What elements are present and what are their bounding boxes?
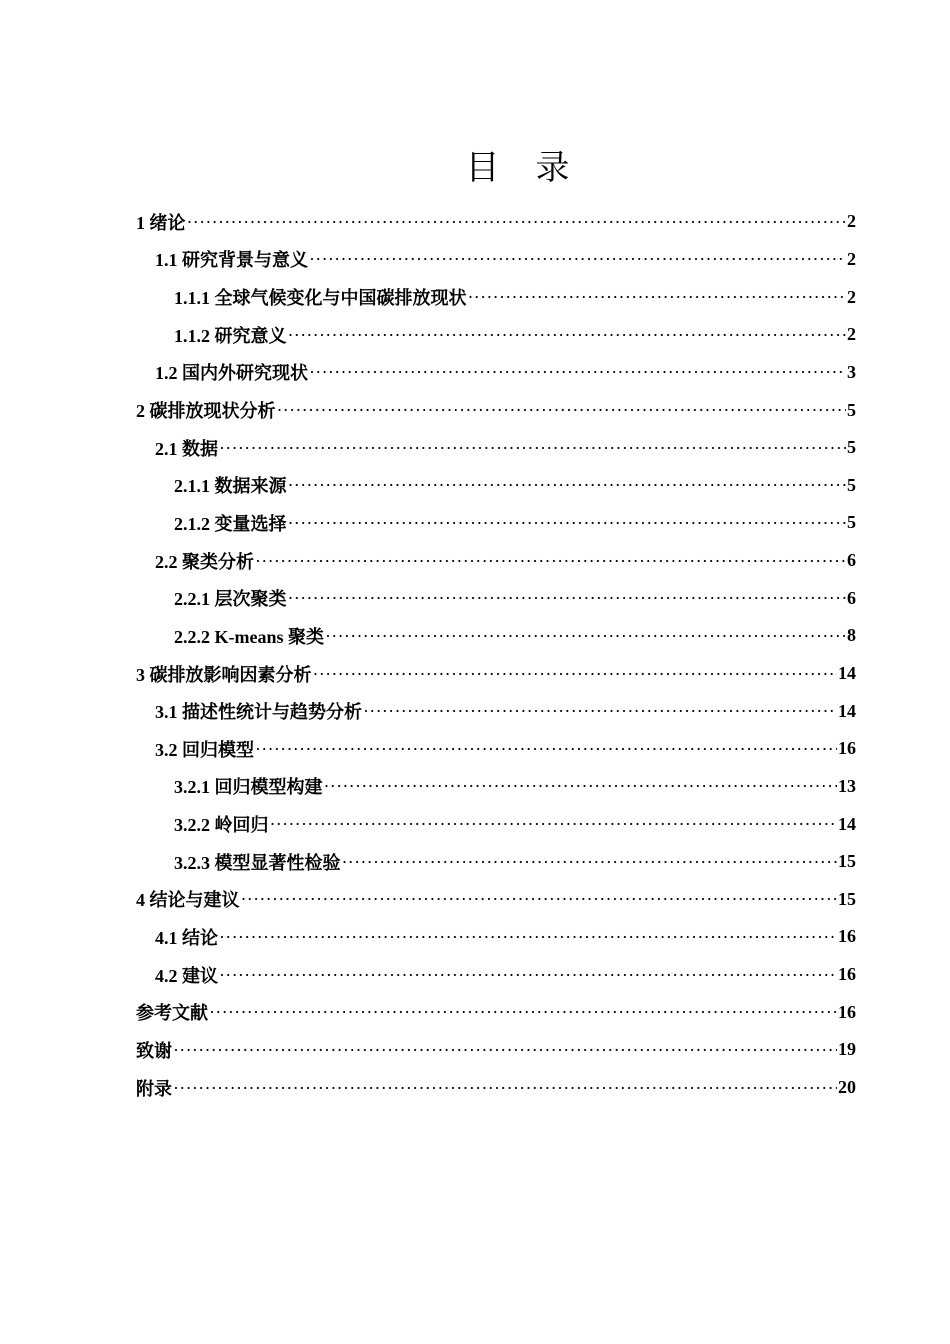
toc-title-char-1: 目 (465, 148, 500, 188)
toc-entry[interactable] (136, 316, 856, 354)
toc-entry-label: 3.2.1 回归模型构建 (174, 777, 323, 798)
toc-entry-page-number: 5 (847, 399, 856, 420)
toc-dot-leader (219, 966, 837, 984)
toc-entry-page-number: 20 (838, 1077, 856, 1098)
toc-entry-label: 2.2.2 K-means 聚类 (174, 626, 324, 647)
toc-entry[interactable] (136, 354, 856, 392)
toc-entry[interactable] (136, 805, 856, 843)
toc-entry-label: 附录 (136, 1078, 172, 1099)
toc-dot-leader (309, 363, 846, 381)
toc-entry-label: 4.2 建议 (155, 965, 218, 986)
toc-entry-page-number: 15 (838, 888, 856, 909)
toc-entry-label: 参考文献 (136, 1003, 208, 1024)
toc-entry-label: 2 碳排放现状分析 (136, 401, 276, 422)
toc-entry-label: 4 结论与建议 (136, 890, 240, 911)
toc-entry-page-number: 2 (847, 211, 856, 232)
toc-entry-page-number: 8 (847, 625, 856, 646)
toc-dot-leader (255, 552, 846, 570)
toc-entry[interactable] (136, 203, 856, 241)
toc-entry-label: 1.1.2 研究意义 (174, 325, 287, 346)
toc-entry-page-number: 16 (838, 738, 856, 759)
toc-dot-leader (468, 288, 847, 306)
toc-dot-leader (209, 1003, 837, 1021)
toc-dot-leader (219, 928, 837, 946)
toc-entry-page-number: 14 (838, 663, 856, 683)
toc-dot-leader (288, 326, 847, 344)
toc-entry[interactable] (136, 278, 856, 316)
toc-entry[interactable] (136, 241, 856, 279)
toc-entry-label: 1.1 研究背景与意义 (155, 250, 308, 271)
toc-dot-leader (241, 890, 838, 908)
toc-entry-label: 4.1 结论 (155, 927, 218, 948)
toc-entry[interactable] (136, 1031, 856, 1069)
toc-dot-leader (288, 476, 847, 494)
toc-entry-label: 3.2.2 岭回归 (174, 815, 269, 836)
toc-entry[interactable] (136, 692, 856, 730)
toc-entry-label: 3.2.3 模型显著性检验 (174, 852, 341, 873)
toc-dot-leader (219, 439, 846, 457)
toc-dot-leader (288, 589, 847, 607)
toc-dot-leader (173, 1079, 837, 1097)
toc-dot-leader (277, 401, 847, 419)
toc-entry[interactable] (136, 881, 856, 919)
toc-entry-page-number: 16 (838, 926, 856, 947)
toc-dot-leader (342, 853, 838, 871)
toc-entry-page-number: 6 (847, 587, 856, 608)
toc-entry-label: 2.2 聚类分析 (155, 551, 254, 572)
toc-entry-page-number: 13 (838, 775, 856, 796)
toc-dot-leader (288, 514, 847, 532)
toc-entry[interactable] (136, 843, 856, 881)
toc-entry-page-number: 15 (838, 851, 856, 872)
toc-entry-label: 1.1.1 全球气候变化与中国碳排放现状 (174, 288, 467, 309)
toc-entry[interactable] (136, 617, 856, 655)
toc-entry[interactable] (136, 993, 856, 1031)
toc-entry-label: 2.1.2 变量选择 (174, 513, 287, 534)
toc-entry[interactable] (136, 655, 856, 693)
toc-dot-leader (313, 665, 838, 683)
toc-title (0, 140, 950, 189)
toc-entry[interactable] (136, 918, 856, 956)
toc-entry[interactable] (136, 768, 856, 806)
toc-entry-label: 2.2.1 层次聚类 (174, 589, 287, 610)
toc-entry-page-number: 5 (847, 512, 856, 533)
toc-dot-leader (255, 740, 837, 758)
toc-entry-page-number: 6 (847, 550, 856, 571)
toc-entry-page-number: 16 (838, 1001, 856, 1022)
toc-entry-label: 3 碳排放影响因素分析 (136, 664, 312, 685)
toc-entry[interactable] (136, 1069, 856, 1107)
toc-entry-label: 1.2 国内外研究现状 (155, 363, 308, 384)
toc-dot-leader (363, 702, 837, 720)
toc-entry-page-number: 14 (838, 700, 856, 721)
toc-entry[interactable] (136, 466, 856, 504)
toc-dot-leader (324, 777, 838, 795)
toc-entry-label: 3.1 描述性统计与趋势分析 (155, 702, 362, 723)
toc-entry[interactable] (136, 504, 856, 542)
toc-entry-page-number: 16 (838, 964, 856, 985)
toc-entry-page-number: 2 (847, 248, 856, 269)
toc-entry-page-number: 19 (838, 1039, 856, 1060)
toc-dot-leader (309, 250, 846, 268)
table-of-contents (136, 203, 856, 1106)
toc-entry[interactable] (136, 391, 856, 429)
toc-entry[interactable] (136, 956, 856, 994)
toc-entry-page-number: 2 (847, 286, 856, 307)
toc-entry-label: 3.2 回归模型 (155, 739, 254, 760)
toc-entry-page-number: 5 (847, 437, 856, 458)
toc-dot-leader (187, 213, 847, 231)
toc-dot-leader (173, 1041, 837, 1059)
toc-entry-page-number: 5 (847, 474, 856, 495)
toc-dot-leader (270, 815, 838, 833)
toc-title-char-2: 录 (535, 148, 570, 188)
toc-entry-page-number: 14 (838, 813, 856, 834)
toc-entry-page-number: 2 (847, 324, 856, 345)
toc-entry-label: 2.1.1 数据来源 (174, 476, 287, 497)
toc-entry[interactable] (136, 579, 856, 617)
toc-entry-page-number: 3 (847, 361, 856, 382)
toc-entry-label: 致谢 (136, 1040, 172, 1061)
toc-entry[interactable] (136, 429, 856, 467)
toc-entry-label: 2.1 数据 (155, 438, 218, 459)
toc-entry[interactable] (136, 730, 856, 768)
toc-entry[interactable] (136, 542, 856, 580)
toc-dot-leader (325, 627, 846, 645)
toc-entry-label: 1 绪论 (136, 212, 186, 233)
